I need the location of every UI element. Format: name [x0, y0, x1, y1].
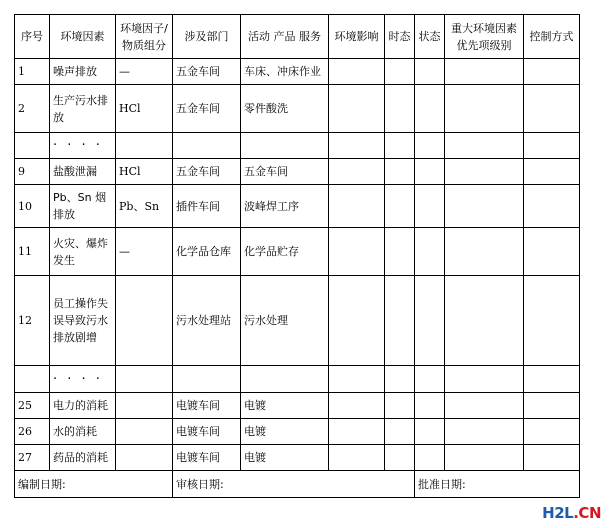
- cell-component: Pb、Sn: [116, 185, 173, 228]
- table-row-ellipsis: [15, 366, 580, 393]
- cell-control: [524, 228, 580, 276]
- cell-priority: [445, 228, 524, 276]
- table-row: [15, 159, 580, 185]
- cell-activity: 五金车间: [241, 159, 329, 185]
- header-component: 环境因子/物质组分: [116, 15, 173, 59]
- cell-priority: [445, 445, 524, 471]
- cell-no: [15, 133, 50, 159]
- cell-tense: [385, 85, 415, 133]
- cell-state: [415, 185, 445, 228]
- cell-dept: 电镀车间: [173, 419, 241, 445]
- cell-state: [415, 276, 445, 366]
- cell-factor: 噪声排放: [50, 59, 116, 85]
- cell-priority: [445, 276, 524, 366]
- cell-impact: [329, 228, 385, 276]
- header-priority: 重大环境因素优先项级别: [445, 15, 524, 59]
- cell-dept: 污水处理站: [173, 276, 241, 366]
- cell-dept: 电镀车间: [173, 393, 241, 419]
- cell-activity: 零件酸洗: [241, 85, 329, 133]
- cell-priority: [445, 393, 524, 419]
- cell-no: 1: [15, 59, 50, 85]
- header-impact: 环境影响: [329, 15, 385, 59]
- reviewed-date-label: 审核日期:: [173, 471, 415, 498]
- cell-dept: 化学品仓库: [173, 228, 241, 276]
- header-no: 序号: [15, 15, 50, 59]
- cell-state: [415, 133, 445, 159]
- cell-state: [415, 445, 445, 471]
- cell-priority: [445, 133, 524, 159]
- cell-control: [524, 419, 580, 445]
- cell-factor: 生产污水排放: [50, 85, 116, 133]
- cell-dept: [173, 133, 241, 159]
- cell-control: [524, 276, 580, 366]
- header-tense: 时态: [385, 15, 415, 59]
- cell-priority: [445, 185, 524, 228]
- cell-dept: 电镀车间: [173, 445, 241, 471]
- cell-factor: 盐酸泄漏: [50, 159, 116, 185]
- cell-no: 12: [15, 276, 50, 366]
- header-control: 控制方式: [524, 15, 580, 59]
- cell-component: HCl: [116, 85, 173, 133]
- cell-state: [415, 59, 445, 85]
- cell-impact: [329, 185, 385, 228]
- cell-priority: [445, 159, 524, 185]
- table-row: [15, 85, 580, 133]
- cell-tense: [385, 276, 415, 366]
- cell-no: 9: [15, 159, 50, 185]
- cell-activity: 电镀: [241, 393, 329, 419]
- approved-date-label: 批准日期:: [415, 471, 580, 498]
- watermark-suffix: .CN: [573, 504, 601, 522]
- table-row: [15, 185, 580, 228]
- cell-tense: [385, 419, 415, 445]
- cell-activity: 波峰焊工序: [241, 185, 329, 228]
- cell-priority: [445, 419, 524, 445]
- watermark-brand: H2L: [542, 504, 574, 522]
- cell-activity: 车床、冲床作业: [241, 59, 329, 85]
- cell-control: [524, 59, 580, 85]
- cell-dept: 五金车间: [173, 59, 241, 85]
- cell-activity: 化学品贮存: [241, 228, 329, 276]
- cell-tense: [385, 159, 415, 185]
- cell-factor: Pb、Sn 烟排放: [50, 185, 116, 228]
- cell-tense: [385, 228, 415, 276]
- ellipsis-marker: · · · ·: [50, 366, 116, 393]
- cell-component: —: [116, 59, 173, 85]
- table-row: [15, 445, 580, 471]
- environmental-factor-table: [14, 14, 580, 498]
- cell-no: 27: [15, 445, 50, 471]
- cell-tense: [385, 393, 415, 419]
- cell-component: —: [116, 228, 173, 276]
- cell-no: [15, 366, 50, 393]
- header-factor: 环境因素: [50, 15, 116, 59]
- cell-no: 26: [15, 419, 50, 445]
- cell-priority: [445, 85, 524, 133]
- cell-impact: [329, 393, 385, 419]
- cell-component: [116, 133, 173, 159]
- cell-activity: 电镀: [241, 445, 329, 471]
- cell-dept: [173, 366, 241, 393]
- cell-no: 25: [15, 393, 50, 419]
- cell-state: [415, 419, 445, 445]
- table-row-ellipsis: [15, 133, 580, 159]
- cell-priority: [445, 59, 524, 85]
- cell-control: [524, 133, 580, 159]
- cell-factor: 火灾、爆炸发生: [50, 228, 116, 276]
- cell-component: [116, 445, 173, 471]
- header-dept: 涉及部门: [173, 15, 241, 59]
- cell-factor: 药品的消耗: [50, 445, 116, 471]
- cell-no: 2: [15, 85, 50, 133]
- header-state: 状态: [415, 15, 445, 59]
- cell-tense: [385, 59, 415, 85]
- cell-impact: [329, 85, 385, 133]
- cell-impact: [329, 133, 385, 159]
- site-watermark-logo: [542, 504, 601, 522]
- cell-dept: 五金车间: [173, 85, 241, 133]
- cell-impact: [329, 159, 385, 185]
- cell-state: [415, 85, 445, 133]
- cell-tense: [385, 445, 415, 471]
- cell-impact: [329, 419, 385, 445]
- signature-row: [15, 471, 580, 498]
- cell-factor: 电力的消耗: [50, 393, 116, 419]
- cell-impact: [329, 59, 385, 85]
- table-row: [15, 59, 580, 85]
- cell-impact: [329, 445, 385, 471]
- cell-state: [415, 159, 445, 185]
- cell-component: [116, 393, 173, 419]
- cell-activity: 污水处理: [241, 276, 329, 366]
- table-row: [15, 228, 580, 276]
- cell-factor: 水的消耗: [50, 419, 116, 445]
- header-row: [15, 15, 580, 59]
- cell-state: [415, 228, 445, 276]
- cell-tense: [385, 133, 415, 159]
- cell-activity: 电镀: [241, 419, 329, 445]
- environmental-factor-table-container: [14, 14, 580, 498]
- cell-impact: [329, 366, 385, 393]
- cell-dept: 五金车间: [173, 159, 241, 185]
- cell-control: [524, 185, 580, 228]
- cell-impact: [329, 276, 385, 366]
- cell-priority: [445, 366, 524, 393]
- cell-no: 11: [15, 228, 50, 276]
- cell-activity: [241, 366, 329, 393]
- cell-control: [524, 159, 580, 185]
- cell-dept: 插件车间: [173, 185, 241, 228]
- ellipsis-marker: · · · ·: [50, 133, 116, 159]
- cell-activity: [241, 133, 329, 159]
- table-row: [15, 393, 580, 419]
- cell-no: 10: [15, 185, 50, 228]
- cell-control: [524, 366, 580, 393]
- cell-tense: [385, 185, 415, 228]
- cell-component: [116, 276, 173, 366]
- header-activity: 活动 产品 服务: [241, 15, 329, 59]
- cell-state: [415, 366, 445, 393]
- cell-component: [116, 419, 173, 445]
- cell-control: [524, 393, 580, 419]
- cell-state: [415, 393, 445, 419]
- cell-component: [116, 366, 173, 393]
- cell-tense: [385, 366, 415, 393]
- cell-factor: 员工操作失误导致污水排放剧增: [50, 276, 116, 366]
- prepared-date-label: 编制日期:: [15, 471, 173, 498]
- cell-control: [524, 445, 580, 471]
- table-row: [15, 419, 580, 445]
- cell-control: [524, 85, 580, 133]
- cell-component: HCl: [116, 159, 173, 185]
- table-row: [15, 276, 580, 366]
